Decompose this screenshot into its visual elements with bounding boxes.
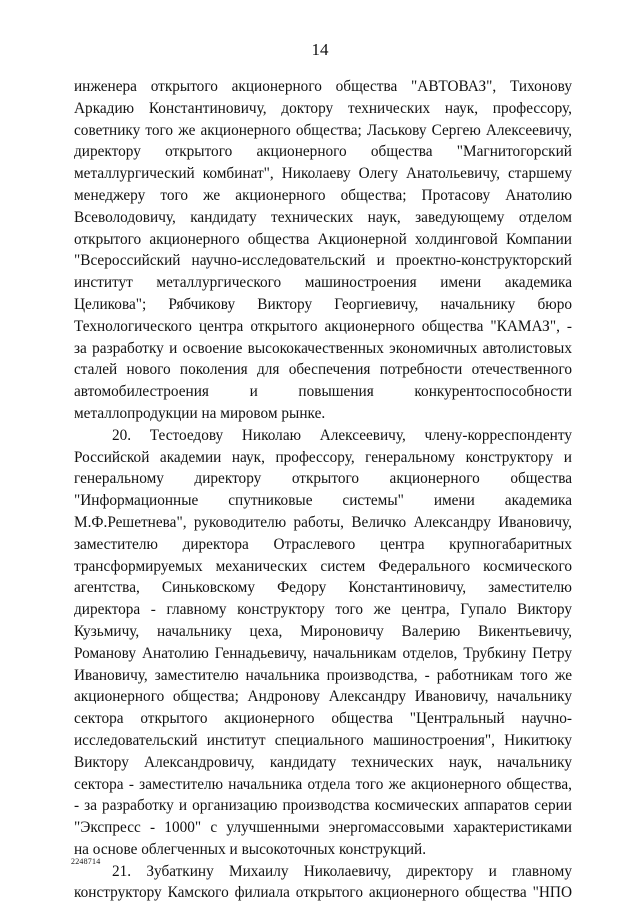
text-line: Ивановичу, заместителю начальника производства, - работникам того же — [74, 666, 572, 684]
text-line: Кузьмичу, начальнику цеха, Мироновичу Валерию Викентьевичу, — [74, 622, 572, 640]
text-line: сталей нового поколения для обеспечения потребности отечественного — [74, 361, 572, 379]
text-line: "Экспресс - 1000" с улучшенными энергомассовыми характеристиками — [74, 819, 572, 837]
text-line: институт металлургического машиностроения имени академика — [74, 274, 572, 292]
text-line: 21. Зубаткину Михаилу Николаевичу, директору и главному — [112, 862, 572, 880]
text-line: 20. Тестоедову Николаю Алексеевичу, члену-корреспонденту — [112, 426, 572, 444]
text-line: агентства, Синьковскому Федору Константиновичу, заместителю — [74, 579, 572, 597]
text-line: конструктору Камского филиала открытого акционерного общества "НПО — [74, 884, 572, 902]
text-line: Всеволодовичу, кандидату технических наук, заведующему отделом — [74, 208, 572, 226]
text-line: на основе облегченных и высокоточных конструкций. — [74, 840, 427, 858]
text-line: автомобилестроения и повышения конкурентоспособности — [74, 383, 572, 401]
text-line: Виктору Александровичу, кандидату технических наук, начальнику — [74, 753, 572, 771]
text-line: акционерного общества; Андронову Александру Ивановичу, начальнику — [74, 688, 572, 706]
text-line: Целикова"; Рябчикову Виктору Георгиевичу, начальнику бюро — [74, 295, 572, 313]
text-line: генеральному директору открытого акционерного общества — [74, 470, 572, 488]
text-line: заместителю директора Отраслевого центра крупногабаритных — [74, 535, 572, 553]
text-line: директора - главному конструктору того же центра, Гупало Виктору — [74, 601, 572, 619]
text-line: инженера открытого акционерного общества "АВТОВАЗ", Тихонову — [74, 78, 572, 95]
text-line: исследовательский институт специального машиностроения", Никитюку — [74, 731, 572, 749]
document-code: 2248714 — [71, 857, 101, 866]
text-line: - за разработку и организацию производства космических аппаратов серии — [74, 797, 572, 815]
text-line: металлопродукции на мировом рынке. — [74, 404, 326, 422]
text-line: сектора - заместителю начальника отдела того же акционерного общества, — [74, 775, 572, 793]
text-line: Романову Анатолию Геннадьевичу, начальникам отделов, Трубкину Петру — [74, 644, 572, 662]
text-line: металлургический комбинат", Николаеву Олегу Анатольевичу, старшему — [74, 165, 572, 183]
text-line: М.Ф.Решетнева", руководителю работы, Величко Александру Ивановичу, — [74, 513, 572, 531]
text-line: советнику того же акционерного общества; Ласькову Сергею Алексеевичу, — [74, 121, 572, 139]
text-line: Аркадию Константиновичу, доктору технических наук, профессору, — [74, 99, 572, 117]
text-line: Российской академии наук, профессору, генеральному конструктору и — [74, 448, 572, 466]
text-line: Технологического центра открытого акционерного общества "КАМАЗ", - — [74, 317, 572, 335]
text-line: за разработку и освоение высококачественных экономичных автолистовых — [74, 339, 572, 357]
text-line: "Всероссийский научно-исследовательский и проектно-конструкторский — [74, 252, 572, 270]
text-line: директору открытого акционерного общества "Магнитогорский — [74, 143, 572, 161]
body-text — [74, 76, 572, 904]
text-line: менеджеру того же акционерного общества; Протасову Анатолию — [74, 186, 572, 204]
text-line: "Информационные спутниковые системы" имени академика — [74, 492, 572, 510]
text-line: сектора открытого акционерного общества "Центральный научно- — [74, 710, 572, 728]
text-line: открытого акционерного общества Акционерной холдинговой Компании — [74, 230, 572, 248]
text-line: трансформируемых механических систем Федерального космического — [74, 557, 572, 575]
page-number: 14 — [311, 40, 329, 59]
